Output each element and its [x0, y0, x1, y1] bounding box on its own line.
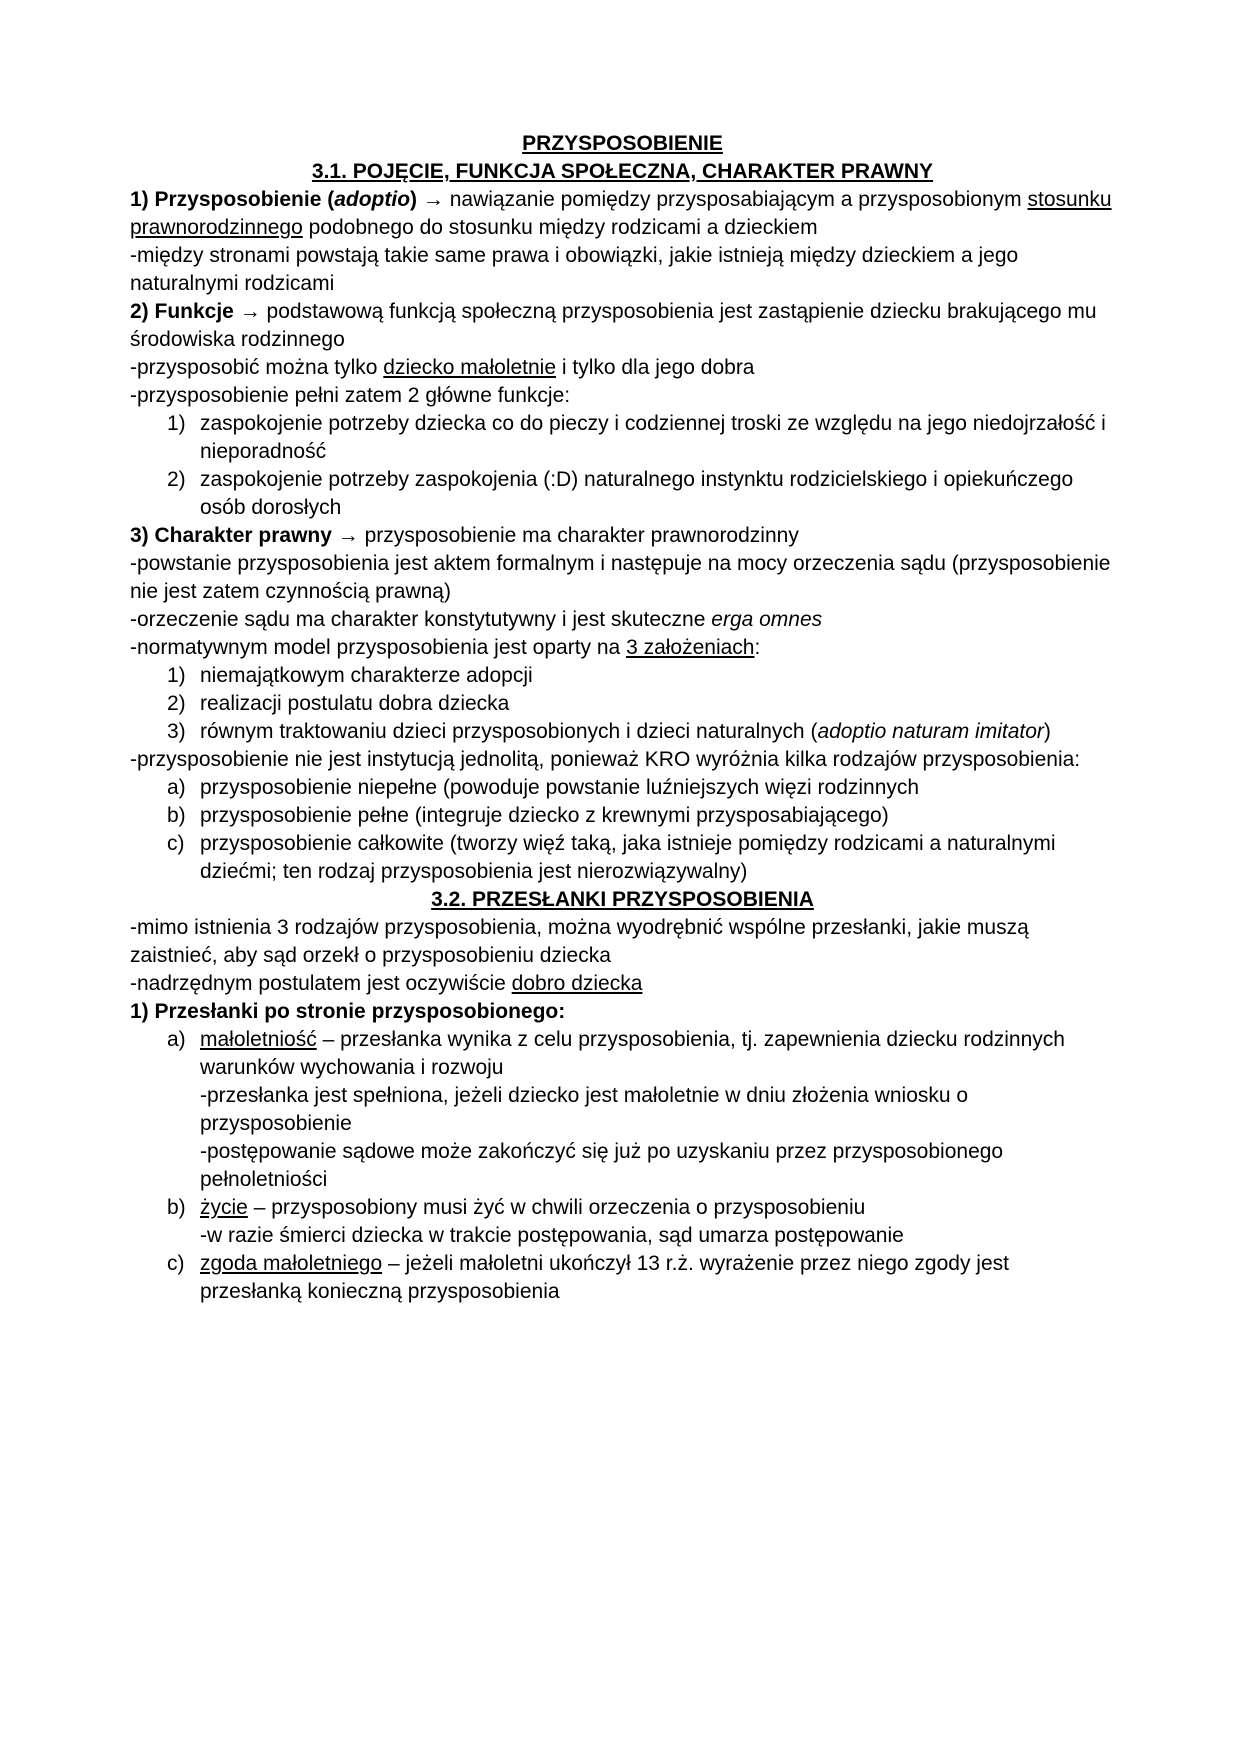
text-segment: -przesłanka jest spełniona, jeżeli dziecko jest małoletnie w dniu złożenia wniosku o przysposobienie	[200, 1084, 969, 1135]
text-segment: i tylko dla jego dobra	[556, 356, 755, 379]
text-segment: zgoda małoletniego	[200, 1252, 383, 1275]
text-segment: małoletniość	[200, 1028, 317, 1051]
text-segment: -między stronami powstają takie same prawa i obowiązki, jakie istnieją między dzieckiem a jego naturalnymi rodzicami	[130, 244, 1019, 295]
paragraph	[130, 186, 1115, 242]
text-line	[130, 130, 1115, 158]
text-segment: dobro dziecka	[511, 972, 643, 995]
section-heading	[130, 886, 1115, 914]
text-segment: przysposobienie całkowite (tworzy więź taką, jaka istnieje pomiędzy rodzicami a naturalnymi dziećmi; ten rodzaj przysposobienia jest nierozwiązywalny)	[200, 832, 1056, 883]
list-marker: c)	[167, 832, 185, 855]
text-line	[130, 970, 1115, 998]
text-segment: -przysposobienie pełni zatem 2 główne funkcje:	[130, 384, 571, 407]
text-line	[130, 634, 1115, 662]
list-marker: c)	[167, 1252, 185, 1275]
list-item	[130, 1026, 1115, 1194]
text-segment: 2) Funkcje →	[130, 300, 267, 323]
text-line	[130, 158, 1115, 186]
text-segment: -normatywnym model przysposobienia jest oparty na	[130, 636, 627, 659]
text-segment: nawiązanie pomiędzy przysposabiającym a przysposobionym	[449, 188, 1028, 211]
text-segment: 3.2. PRZESŁANKI PRZYSPOSOBIENIA	[431, 888, 814, 911]
list-item-text	[200, 802, 1115, 830]
list-item	[130, 466, 1115, 522]
document-body	[130, 130, 1115, 1306]
list-item-text	[200, 466, 1115, 522]
list-item-text	[200, 1194, 1115, 1250]
paragraph	[130, 382, 1115, 410]
text-line	[130, 886, 1115, 914]
paragraph	[130, 634, 1115, 662]
list-marker: 2)	[167, 692, 186, 715]
text-segment: dziecko małoletnie	[383, 356, 557, 379]
list-item	[130, 690, 1115, 718]
text-segment: :	[754, 636, 761, 659]
list-item	[130, 1194, 1115, 1250]
text-line	[200, 1194, 1115, 1222]
text-segment: – przysposobiony musi żyć w chwili orzeczenia o przysposobieniu	[247, 1196, 866, 1219]
list-marker: b)	[167, 1196, 186, 1219]
paragraph	[130, 606, 1115, 634]
section-heading	[130, 158, 1115, 186]
text-segment: niemajątkowym charakterze adopcji	[200, 664, 533, 687]
list-item-text	[200, 830, 1115, 886]
text-segment: erga omnes	[711, 608, 823, 631]
list-item	[130, 802, 1115, 830]
paragraph	[130, 970, 1115, 998]
list-item	[130, 830, 1115, 886]
paragraph	[130, 746, 1115, 774]
text-line	[130, 298, 1115, 354]
text-segment: – jeżeli małoletni ukończył 13 r.ż. wyrażenie przez niego zgody jest przesłanką konieczną przysposobienia	[200, 1252, 1009, 1303]
paragraph	[130, 550, 1115, 606]
list-marker: 1)	[167, 664, 186, 687]
text-segment: przysposobienie pełne (integruje dziecko z krewnymi przysposabiającego)	[200, 804, 889, 827]
text-segment: ) →	[410, 188, 450, 211]
paragraph	[130, 998, 1115, 1026]
text-segment: )	[1043, 720, 1051, 743]
text-segment: -postępowanie sądowe może zakończyć się już po uzyskaniu przez przysposobionego pełnoletniości	[200, 1140, 1004, 1191]
list-item	[130, 718, 1115, 746]
text-segment: stosunku prawnorodzinnego	[130, 188, 1112, 239]
text-segment: -mimo istnienia 3 rodzajów przysposobienia, można wyodrębnić wspólne przesłanki, jakie muszą zaistnieć, aby sąd orzekł o przysposobieniu dziecka	[130, 916, 1029, 967]
text-line	[200, 410, 1115, 466]
text-segment: równym traktowaniu dzieci przysposobionych i dzieci naturalnych (	[200, 720, 818, 743]
text-segment: 3) Charakter prawny →	[130, 524, 365, 547]
text-segment: -przysposobienie nie jest instytucją jednolitą, ponieważ KRO wyróżnia kilka rodzajów przysposobienia:	[130, 748, 1081, 771]
text-line	[200, 802, 1115, 830]
text-segment: – przesłanka wynika z celu przysposobienia, tj. zapewnienia dziecku rodzinnych warunków wychowania i rozwoju	[200, 1028, 1065, 1079]
list-item	[130, 410, 1115, 466]
list-marker: a)	[167, 776, 186, 799]
list-item-text	[200, 662, 1115, 690]
text-segment: przysposobienie ma charakter prawnorodzinny	[364, 524, 799, 547]
text-segment: 1) Przysposobienie (	[130, 188, 335, 211]
text-segment: podobnego do stosunku między rodzicami a dzieckiem	[302, 216, 818, 239]
text-line	[200, 830, 1115, 886]
text-segment: adoptio naturam imitator	[817, 720, 1044, 743]
paragraph	[130, 914, 1115, 970]
text-segment: -powstanie przysposobienia jest aktem formalnym i następuje na mocy orzeczenia sądu (przysposobienie nie jest zatem czynnością prawną)	[130, 552, 1111, 603]
text-line	[130, 746, 1115, 774]
text-segment: zaspokojenie potrzeby dziecka co do pieczy i codziennej troski ze względu na jego niedojrzałość i nieporadność	[200, 412, 1106, 463]
paragraph	[130, 354, 1115, 382]
text-segment: PRZYSPOSOBIENIE	[522, 132, 723, 155]
list-marker: a)	[167, 1028, 186, 1051]
text-segment: 3.1. POJĘCIE, FUNKCJA SPOŁECZNA, CHARAKTER PRAWNY	[311, 160, 934, 183]
paragraph	[130, 522, 1115, 550]
text-line	[200, 1222, 1115, 1250]
list-item-text	[200, 690, 1115, 718]
list-item-text	[200, 1026, 1115, 1194]
text-segment: podstawową funkcją społeczną przysposobienia jest zastąpienie dziecku brakującego mu środowiska rodzinnego	[130, 300, 1097, 351]
text-segment: -w razie śmierci dziecka w trakcie postępowania, sąd umarza postępowanie	[200, 1224, 904, 1247]
list-marker: b)	[167, 804, 186, 827]
text-segment: -przysposobić można tylko	[130, 356, 384, 379]
list-marker: 1)	[167, 412, 186, 435]
paragraph	[130, 298, 1115, 354]
text-line	[200, 690, 1115, 718]
text-line	[200, 774, 1115, 802]
text-segment: 3 założeniach	[626, 636, 755, 659]
list-item	[130, 662, 1115, 690]
text-line	[200, 1138, 1115, 1194]
text-segment: -nadrzędnym postulatem jest oczywiście	[130, 972, 512, 995]
text-segment: -orzeczenie sądu ma charakter konstytutywny i jest skuteczne	[130, 608, 712, 631]
paragraph	[130, 242, 1115, 298]
text-line	[130, 522, 1115, 550]
text-line	[130, 382, 1115, 410]
text-line	[130, 606, 1115, 634]
list-item-text	[200, 774, 1115, 802]
text-segment: realizacji postulatu dobra dziecka	[200, 692, 510, 715]
list-item-text	[200, 410, 1115, 466]
text-segment: zaspokojenie potrzeby zaspokojenia (:D) naturalnego instynktu rodzicielskiego i opiekuńczego osób dorosłych	[200, 468, 1074, 519]
text-line	[130, 998, 1115, 1026]
text-line	[130, 550, 1115, 606]
text-segment: 1) Przesłanki po stronie przysposobionego:	[130, 1000, 566, 1023]
text-line	[200, 466, 1115, 522]
list-marker: 3)	[167, 720, 186, 743]
text-line	[130, 242, 1115, 298]
text-line	[200, 1026, 1115, 1082]
text-segment: życie	[200, 1196, 248, 1219]
text-line	[200, 718, 1115, 746]
list-item	[130, 1250, 1115, 1306]
text-line	[130, 914, 1115, 970]
text-line	[130, 354, 1115, 382]
text-line	[200, 1250, 1115, 1306]
list-item-text	[200, 718, 1115, 746]
text-line	[200, 1082, 1115, 1138]
list-item	[130, 774, 1115, 802]
list-marker: 2)	[167, 468, 186, 491]
text-segment: przysposobienie niepełne (powoduje powstanie luźniejszych więzi rodzinnych	[200, 776, 920, 799]
text-line	[200, 662, 1115, 690]
section-heading	[130, 130, 1115, 158]
text-line	[130, 186, 1115, 242]
text-segment: adoptio	[334, 188, 411, 211]
list-item-text	[200, 1250, 1115, 1306]
